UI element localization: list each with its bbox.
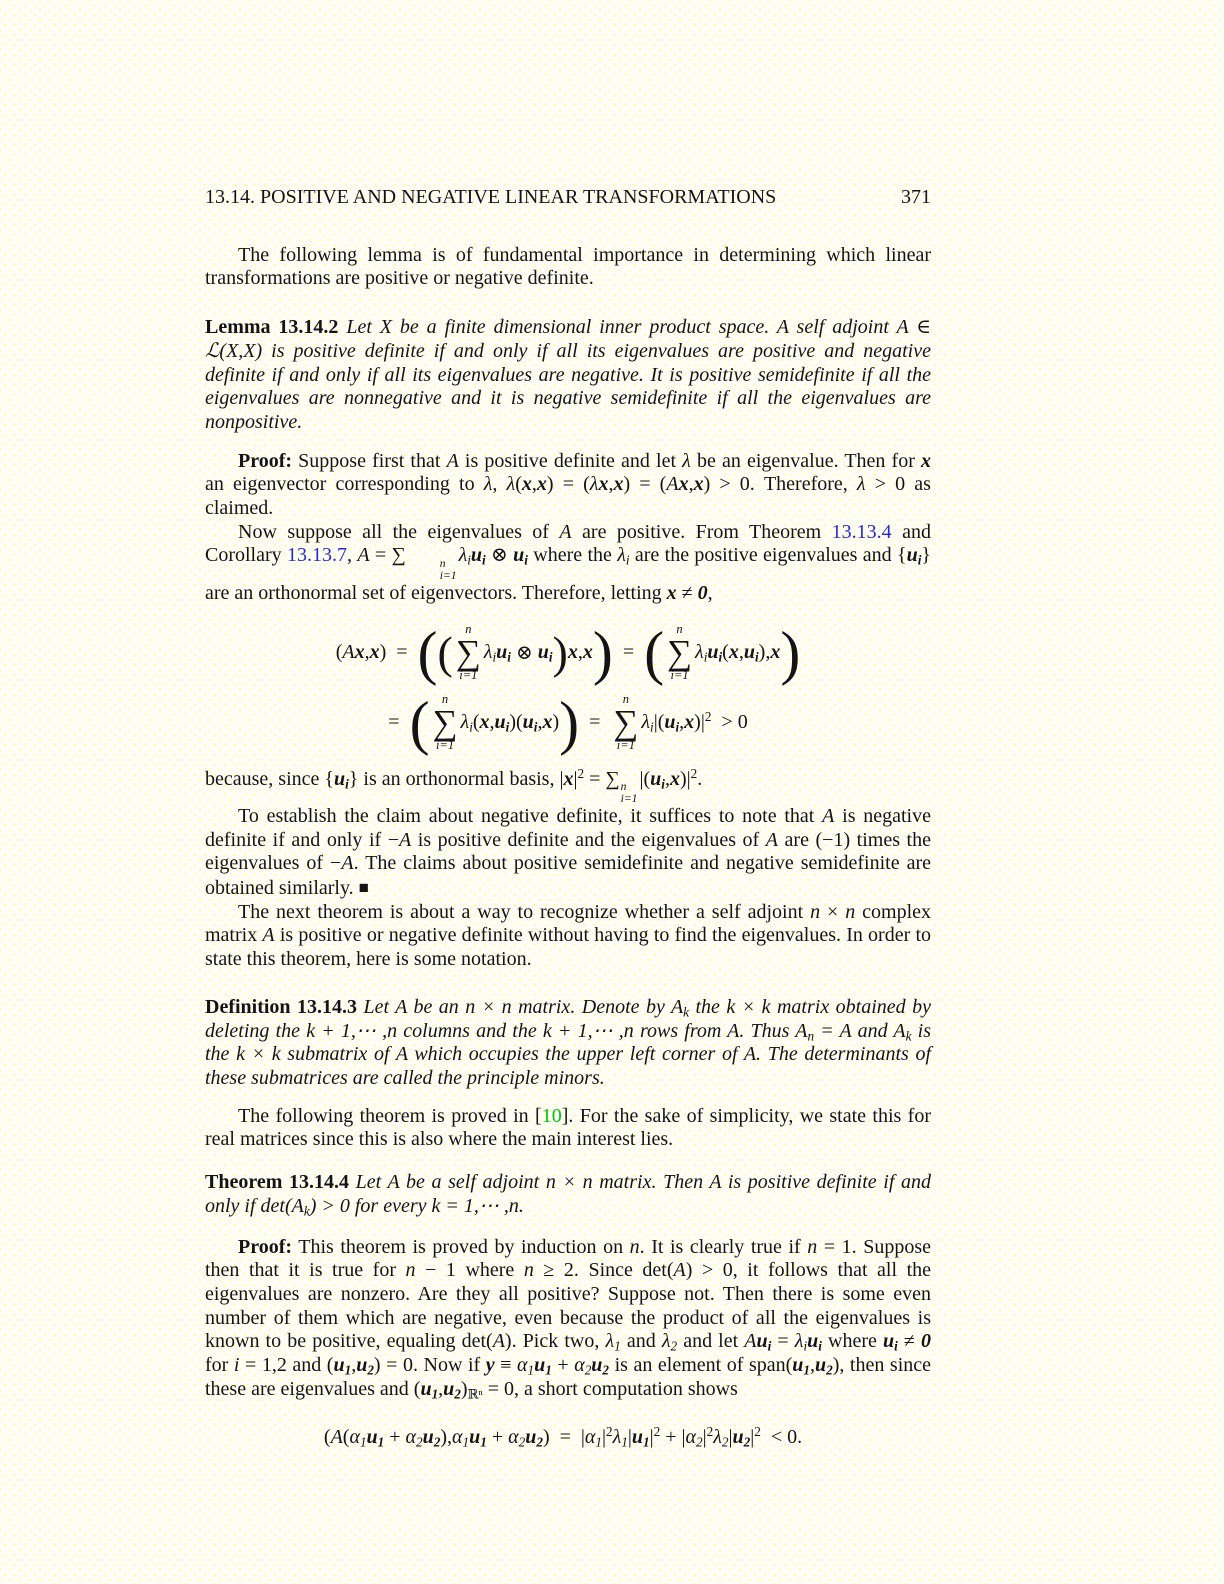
text-run: $\alpha_2$ (508, 1425, 526, 1450)
text-run: $\alpha_2$ (685, 1425, 703, 1450)
text-run: = (388, 711, 400, 734)
text-run: | (728, 1425, 733, 1448)
text-run: 0 (921, 1330, 932, 1353)
big-paren: ) (559, 689, 580, 756)
text-run: $u_i$ (807, 1330, 822, 1354)
text-run: = ∑ (369, 544, 406, 567)
text-run: $\alpha_2$ (574, 1354, 592, 1378)
text-run: $\alpha_2$ (405, 1425, 423, 1450)
text-run: $u_i$ (494, 711, 510, 735)
text-run: $\alpha_1$ (452, 1425, 470, 1450)
section-heading: 13.14. POSITIVE AND NEGATIVE LINEAR TRANSFORMATIONS (205, 186, 777, 208)
text-run: > 0 as claimed. (205, 473, 931, 520)
text-run: n (810, 900, 821, 923)
text-run: x (582, 641, 593, 664)
big-sum-operator: n ∑ i=1 (613, 692, 639, 753)
text-run: $\lambda_i$ (458, 544, 471, 568)
text-run: )( (509, 711, 523, 734)
text-run: A (446, 449, 459, 472)
sum-limits: n i=1 (620, 779, 638, 806)
text-run: $u_2$ (732, 1425, 751, 1450)
text-run: $u_1$ (631, 1425, 650, 1450)
big-sum-operator: n ∑ i=1 (667, 622, 693, 683)
cited-theorem-paragraph (205, 1105, 931, 1152)
text-run: ( (515, 473, 522, 496)
text-run: , (492, 473, 507, 496)
text-run: $u_1$ (420, 1377, 439, 1402)
text-run: $u_1$ (792, 1354, 810, 1378)
text-run: A (262, 924, 275, 947)
next-theorem-paragraph (205, 901, 931, 972)
page-content (205, 186, 931, 1469)
big-paren: ) (592, 619, 613, 686)
text-run: , (577, 641, 583, 664)
theorem-13-14-4 (205, 1171, 931, 1218)
text-run: is positive definite and the eigenvalues of (411, 828, 766, 851)
text-run: ) (542, 1425, 550, 1448)
text-run: is positive definite and let (458, 449, 683, 472)
intro-paragraph (205, 244, 931, 291)
text-run: To establish the claim about negative definite, it suffices to note that (238, 804, 823, 827)
running-header (205, 186, 931, 210)
equation-row (205, 1415, 931, 1459)
text-run: $u_i$ (906, 544, 922, 568)
text-run: Suppose first that (292, 449, 447, 472)
text-run: , (364, 641, 370, 664)
definition-13-14-3 (205, 996, 931, 1091)
text-run: are (−1) times the eigenvalues of − (205, 828, 931, 875)
text-run: A (822, 804, 835, 827)
text-run: $\lambda_i$ (617, 544, 630, 568)
text-run: where the (527, 544, 618, 567)
text-run: $|^2$ (573, 765, 585, 790)
text-run: , (346, 544, 358, 567)
text-run: $u_2$ (443, 1377, 461, 1402)
text-run: ( (335, 641, 343, 664)
text-run: $|^2$ (750, 1423, 761, 1448)
text-run: , (351, 1354, 357, 1377)
text-run: . The claims about positive semidefinite and negative semidefinite are obtained similarly. (205, 852, 932, 900)
text-run: ( (323, 1425, 331, 1448)
text-run: , (688, 473, 694, 496)
text-run: because, since { (205, 767, 334, 790)
equation-row (205, 688, 931, 758)
text-run: λ (506, 473, 516, 496)
text-run: n (629, 1235, 640, 1258)
text-run: ) (379, 641, 387, 664)
text-run: ) (552, 711, 560, 734)
text-run: an eigenvector corresponding to (205, 473, 484, 496)
text-run: Let A be a self adjoint n × n matrix. Then A is positive definite if and only if $\det(A_k) > 0$ for every k = 1,⋯ ,n. (205, 1171, 932, 1219)
text-run: Proof: (238, 1235, 293, 1258)
text-run: $u_i$ (756, 1330, 772, 1354)
text-run: , (664, 767, 670, 790)
text-run: for (205, 1354, 234, 1377)
text-run: | (681, 1425, 686, 1448)
text-run: x (563, 767, 574, 790)
text-run: x (542, 711, 553, 734)
text-run: } is an orthonormal basis, | (348, 767, 564, 790)
text-run: ( (342, 1425, 350, 1448)
text-run: n (807, 1235, 818, 1258)
cite-link[interactable]: 10 (541, 1104, 562, 1127)
sum-limits: n i=1 (439, 556, 457, 583)
text-run: $u_i$ (650, 767, 665, 791)
text-run: = (559, 1425, 571, 1448)
text-run: $u_i$ (883, 1330, 898, 1354)
document-body (205, 244, 931, 1460)
proof-paragraph-2 (205, 521, 931, 606)
text-run: $u_i$ (496, 641, 511, 665)
text-run: Theorem 13.14.4 (205, 1171, 350, 1194)
equation-row (205, 618, 931, 688)
text-run: $u_i$ (707, 641, 723, 665)
text-run: A (342, 641, 355, 664)
text-run: ⊗ (515, 642, 533, 665)
text-run: λ (856, 473, 866, 496)
text-run: A (666, 473, 679, 496)
text-run: λ (589, 473, 599, 496)
text-run: , (489, 711, 495, 734)
text-run: λ (483, 473, 493, 496)
text-run: ) = ( (546, 473, 590, 496)
text-run: The following theorem is proved in [ (238, 1104, 542, 1127)
text-run: ) > 0, it follows that all the eigenvalues are nonzero. Are they all positive? Suppose not. Then there is some even number of them which are negative, even because the product of all the eigenvalues is known to be positive, equaling det( (205, 1259, 932, 1353)
big-paren: ( (409, 689, 430, 756)
big-paren: ( (644, 619, 665, 686)
proof-paragraph-1 (205, 450, 931, 521)
text-run: ≠ (676, 581, 698, 604)
text-run: $\lambda_i$ (641, 711, 654, 735)
text-run: ≥ 2. Since det( (533, 1259, 674, 1282)
text-run: = 1. Suppose then that it is true for (205, 1235, 931, 1282)
text-run: = (589, 711, 601, 734)
text-run: A (341, 852, 354, 875)
text-run: x (693, 473, 704, 496)
text-run: , (447, 1425, 453, 1448)
text-run: λ (682, 449, 691, 472)
text-run: $u_1$ (366, 1425, 385, 1450)
text-run: $u_1$ (469, 1425, 487, 1450)
page-number: 371 (901, 186, 931, 208)
text-run: $\lambda_i$ (695, 641, 708, 665)
text-run: , (810, 1354, 815, 1377)
text-run: x (479, 711, 490, 734)
big-paren: ) (780, 619, 801, 686)
text-run: Now suppose all the eigenvalues of (238, 520, 560, 543)
text-run: and Corollary (205, 520, 931, 567)
text-run: ). Pick two, (504, 1330, 606, 1353)
text-run: x (666, 581, 677, 604)
text-run: $\lambda_i$ (794, 1330, 808, 1354)
text-run: and let (677, 1330, 745, 1353)
text-run: n (845, 900, 856, 923)
text-run: y (485, 1354, 495, 1377)
equation-1 (205, 618, 931, 758)
text-run: $\lambda_1$ (612, 1425, 628, 1450)
equation-2 (205, 1415, 931, 1459)
text-run: complex matrix (205, 900, 931, 947)
text-run: are the positive eigenvalues and { (629, 544, 907, 567)
text-run: $u_i$ (743, 641, 759, 665)
text-run: $u_i$ (513, 544, 528, 568)
text-run: x (684, 711, 695, 734)
text-run: = (396, 641, 408, 664)
text-run: , (608, 473, 614, 496)
text-run: , (438, 1377, 444, 1400)
text-run: $u_i$ (537, 641, 553, 665)
text-run: 0 (697, 581, 708, 604)
text-run: = 1,2 and ( (239, 1354, 334, 1377)
text-run: A (399, 828, 412, 851)
big-sum-operator: n ∑ i=1 (455, 622, 481, 683)
text-run: $u_2$ (422, 1425, 441, 1450)
text-run: $|^2$ (602, 1423, 613, 1448)
text-run: A (559, 520, 572, 543)
lemma-13-14-2 (205, 316, 931, 435)
text-run: $u_1$ (333, 1354, 352, 1378)
text-run: , (738, 641, 744, 664)
text-run: $\lambda_1$ (605, 1330, 621, 1354)
text-run: is negative definite if and only if − (205, 804, 931, 851)
big-paren: ( (437, 626, 453, 678)
text-run: n (523, 1259, 534, 1282)
text-run: $\lambda_2$ (661, 1330, 678, 1354)
text-run: x (770, 641, 781, 664)
text-run: A (673, 1259, 686, 1282)
big-sum-operator: n ∑ i=1 (432, 692, 458, 753)
text-run: ]. For the sake of simplicity, we state this for real matrices since this is also where the main interest lies. (205, 1104, 931, 1151)
text-run: )$_{ℝ^n}$ (460, 1377, 483, 1402)
text-run: , (765, 641, 771, 664)
text-run: $u_1$ (534, 1354, 552, 1378)
text-run: $u_i$ (470, 544, 486, 568)
text-run: x (669, 767, 680, 790)
text-run: A (492, 1330, 505, 1353)
text-run: i (233, 1354, 240, 1377)
text-run: ) > 0. Therefore, (703, 473, 857, 496)
text-run: $u_2$ (591, 1354, 610, 1378)
text-run: and (620, 1330, 662, 1353)
text-run: where (821, 1330, 884, 1353)
text-run: + (551, 1354, 575, 1377)
text-run: n (405, 1259, 416, 1282)
text-run: ) = ( (623, 473, 667, 496)
text-run: x (678, 473, 689, 496)
text-run: ( (472, 711, 480, 734)
text-run: Let A be an n × n matrix. Denote by $A_k$ the k × k matrix obtained by deleting the k + 1,⋯ ,n columns and the k + 1,⋯ ,n rows from A. Thus $A_n = A$ and $A_k$ is the k × k submatrix of A which occupies the upper left corner of A. The determinants of these submatrices are called the principle minors. (205, 995, 931, 1089)
text-run: $\alpha_1$ (349, 1425, 367, 1450)
text-run: are positive. From Theorem (571, 520, 832, 543)
text-run: |( (653, 711, 665, 734)
ref-link[interactable]: 13.13.7 (286, 544, 347, 567)
text-run: x (354, 641, 365, 664)
text-run: $\lambda_i$ (483, 641, 497, 665)
big-paren: ) (552, 626, 568, 678)
text-run: × (820, 900, 846, 923)
text-run: x (921, 449, 931, 472)
text-run: $|^2$ (702, 1423, 714, 1448)
big-paren: ( (417, 619, 438, 686)
text-run: $u_2$ (356, 1354, 374, 1378)
text-run: − 1 where (415, 1259, 524, 1282)
text-run: | (627, 1425, 632, 1448)
text-run: ≠ (897, 1330, 922, 1353)
ref-link[interactable]: 13.13.4 (831, 520, 892, 543)
text-run: $u_i$ (333, 767, 349, 791)
text-run: . It is clearly true if (639, 1235, 808, 1258)
text-run: Proof: (238, 449, 293, 472)
text-run: Lemma 13.14.2 (205, 316, 339, 339)
text-run: x (567, 641, 578, 664)
text-run: A (744, 1330, 757, 1353)
text-run: ⊗ (485, 544, 514, 567)
text-run: < 0. (770, 1425, 803, 1448)
text-run: be an eigenvalue. Then for (690, 449, 921, 472)
text-run: is positive or negative definite without having to find the eigenvalues. In order to state this theorem, here is some notation. (205, 924, 931, 971)
qed-square: ■ (358, 878, 369, 898)
text-run: ) (440, 1425, 448, 1448)
text-run: ( (722, 641, 729, 664)
text-run: } are an orthonormal set of eigenvectors. Therefore, letting (205, 544, 931, 604)
text-run: + (491, 1425, 504, 1448)
text-run: , (707, 581, 713, 604)
text-run: $\lambda_i$ (460, 711, 473, 735)
text-run: + (665, 1425, 677, 1448)
text-run: ) (758, 641, 766, 664)
text-run: > 0 (721, 711, 748, 734)
text-run: $\alpha_1$ (584, 1425, 602, 1450)
text-run: = (771, 1330, 795, 1353)
text-run: $u_i$ (664, 711, 680, 735)
text-run: $|^2$ (649, 1423, 661, 1448)
proof-paragraph-3 (205, 1236, 931, 1402)
text-run: $\lambda_2$ (713, 1425, 729, 1450)
text-run: $u_i$ (522, 711, 538, 735)
text-run: $\alpha_1$ (517, 1354, 535, 1378)
text-run: The next theorem is about a way to recognize whether a self adjoint (238, 900, 811, 923)
text-run: ) = 0. Now if (373, 1354, 486, 1377)
text-run: Definition 13.14.3 (205, 995, 358, 1018)
text-run: is an element of span( (609, 1354, 793, 1377)
text-run: A (765, 828, 778, 851)
text-run: , (537, 711, 543, 734)
text-run: x (613, 473, 624, 496)
text-run: This theorem is proved by induction on (292, 1235, 630, 1258)
text-run: A (330, 1425, 343, 1448)
text-run: x (536, 473, 547, 496)
text-run: , (531, 473, 537, 496)
text-run: $u_2$ (815, 1354, 833, 1378)
text-run: x (521, 473, 532, 496)
text-run: | (580, 1425, 585, 1448)
text-run: + (389, 1425, 401, 1448)
negative-definite-paragraph (205, 805, 931, 901)
text-run: ≡ (494, 1354, 517, 1377)
text-run: = 0, a short computation shows (482, 1377, 738, 1400)
text-run: The following lemma is of fundamental importance in determining which linear transformations are positive or negative definite. (205, 243, 931, 290)
text-run: = (622, 641, 635, 664)
text-run: , (679, 711, 685, 734)
text-run: )$|^2$ (694, 708, 712, 734)
text-run: |( (639, 767, 651, 790)
text-run: x (598, 473, 609, 496)
text-run: Let X be a finite dimensional inner product space. A self adjoint A ∈ ℒ(X,X) is positive definite if and only if all its eigenvalues are positive and negative definite if and only if all its eigenvalues are negative. It is positive semidefinite if all the eigenvalues are nonnegative and it is negative semidefinite if all the eigenvalues are nonpositive. (205, 316, 931, 433)
text-run: x (728, 641, 739, 664)
because-paragraph (205, 765, 931, 806)
text-run: ), then since these are eigenvalues and ( (205, 1354, 932, 1400)
text-run: $u_2$ (525, 1425, 543, 1450)
text-run: x (369, 641, 380, 664)
text-run: )$|^2$. (679, 765, 703, 790)
text-run (349, 1171, 356, 1193)
text-run: = ∑ (584, 767, 620, 790)
text-run: A (357, 544, 370, 567)
